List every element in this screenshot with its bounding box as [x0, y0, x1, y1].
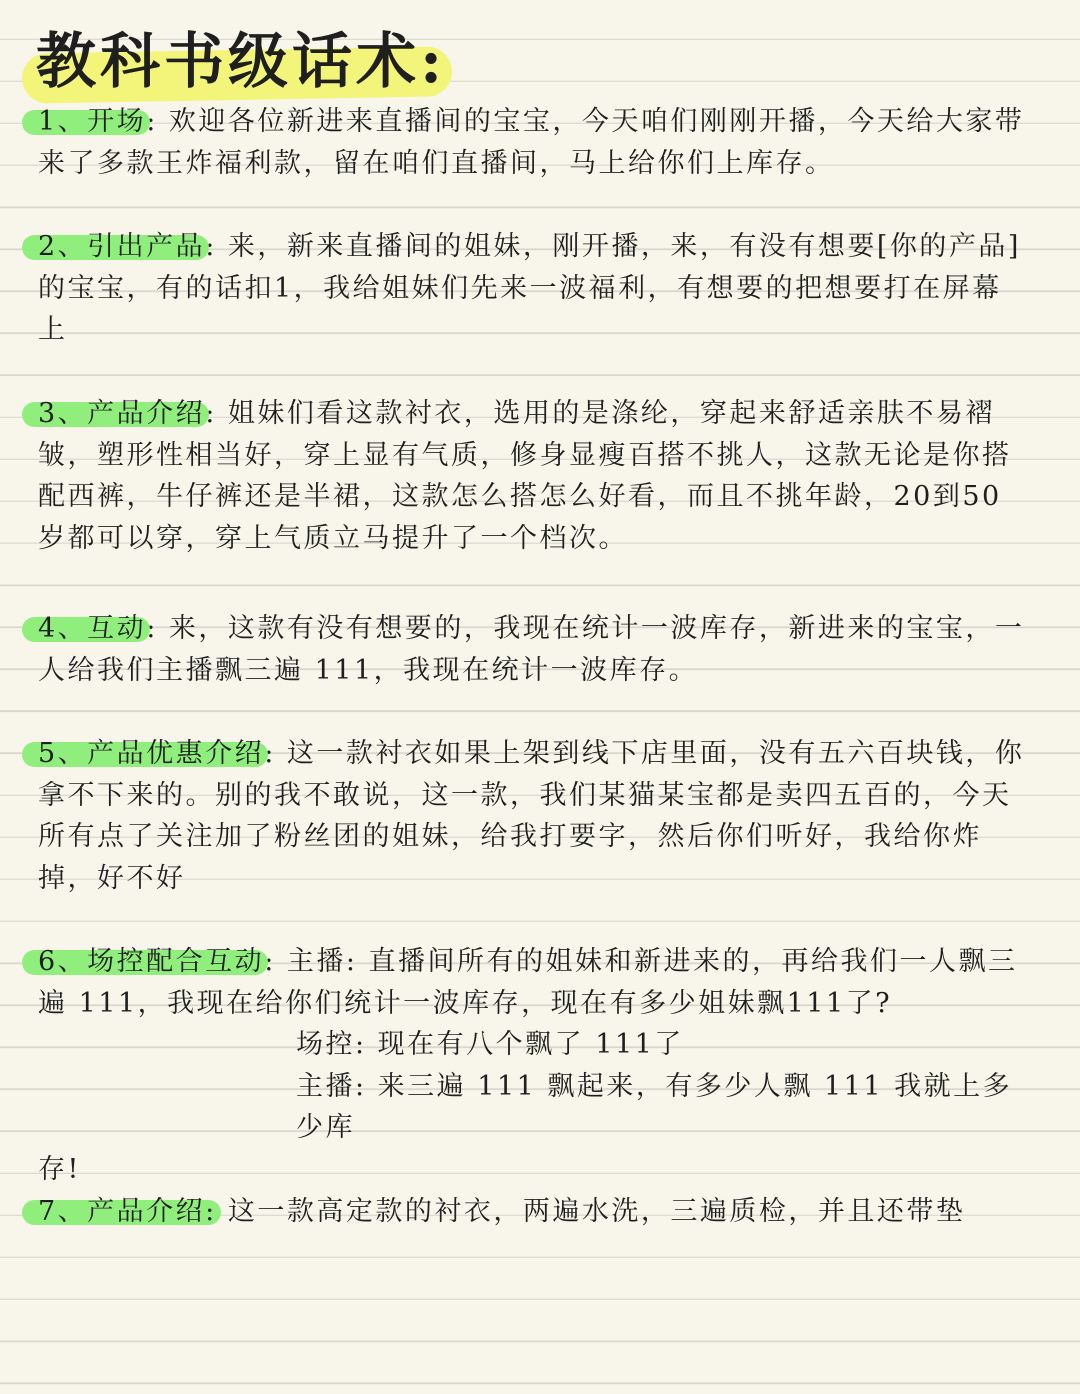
section-product-intro [38, 393, 1028, 559]
host-line: 主播: 来三遍 111 飘起来，有多少人飘 111 我就上多少库 [296, 1070, 1013, 1143]
section-text: : 主播: 直播间所有的姐妹和新进来的，再给我们一人飘三遍 111，我现在给你们统计一波库存，现在有多少姐妹飘111了? [38, 946, 1018, 1019]
section-text: : 来，这款有没有想要的，我现在统计一波库存，新进来的宝宝，一人给我们主播飘三遍 111，我现在统计一波库存。 [38, 613, 1025, 686]
title-block [22, 6, 482, 106]
section-label: 2、引出产品 [38, 231, 206, 262]
section-body [38, 101, 1028, 184]
section-label: 4、互动 [38, 613, 147, 644]
section-label: 7、产品介绍: [38, 1196, 217, 1227]
section-label: 5、产品优惠介绍 [38, 738, 265, 769]
section-body [38, 608, 1028, 691]
section-text: : 欢迎各位新进来直播间的宝宝，今天咱们刚刚开播，今天给大家带来了多款王炸福利款，留在咱们直播间，马上给你们上库存。 [38, 106, 1025, 179]
section-text: 这一款高定款的衬衣，两遍水洗，三遍质检，并且还带垫 [216, 1196, 966, 1227]
section-label: 3、产品介绍 [38, 398, 206, 429]
section-text: : 这一款衬衣如果上架到线下店里面，没有五六百块钱，你拿不下来的。别的我不敢说，这一款，我们某猫某宝都是卖四五百的，今天所有点了关注加了粉丝团的姐妹，给我打要字，然后你们听好，我给你炸掉，好不好 [38, 738, 1025, 894]
title-colon: : [420, 27, 447, 97]
section-opening [38, 101, 1028, 184]
section-product-intro-2 [38, 1191, 1028, 1233]
controller-line: 场控: 现在有八个飘了 111了 [296, 1029, 684, 1060]
host-line-continued: 存! [38, 1153, 81, 1185]
section-body [38, 393, 1028, 559]
section-text: : 姐妹们看这款衬衣，选用的是涤纶，穿起来舒适亲肤不易褶皱，塑形性相当好，穿上显有气质，修身显瘦百搭不挑人，这款无论是你搭配西裤，牛仔裤还是半裙，这款怎么搭怎么好看，而且不挑年龄，20到50岁都可以穿，穿上气质立马提升了一个档次。 [38, 398, 1012, 554]
section-introduce-product [38, 226, 1028, 351]
section-body [38, 1191, 1028, 1233]
section-body [38, 733, 1028, 899]
section-controller-interaction [38, 941, 1028, 1190]
section-text: : 来，新来直播间的姐妹，刚开播，来，有没有想要[你的产品]的宝宝，有的话扣1，我给姐妹们先来一波福利，有想要的把想要打在屏幕上 [38, 231, 1021, 345]
page-title [36, 14, 446, 100]
section-label: 6、场控配合互动 [38, 946, 265, 977]
section-discount-intro [38, 733, 1028, 899]
section-body [38, 941, 1028, 1024]
section-body [38, 226, 1028, 351]
section-interaction [38, 608, 1028, 691]
section-label: 1、开场 [38, 106, 147, 137]
title-text: 教科书级话术 [36, 27, 420, 97]
